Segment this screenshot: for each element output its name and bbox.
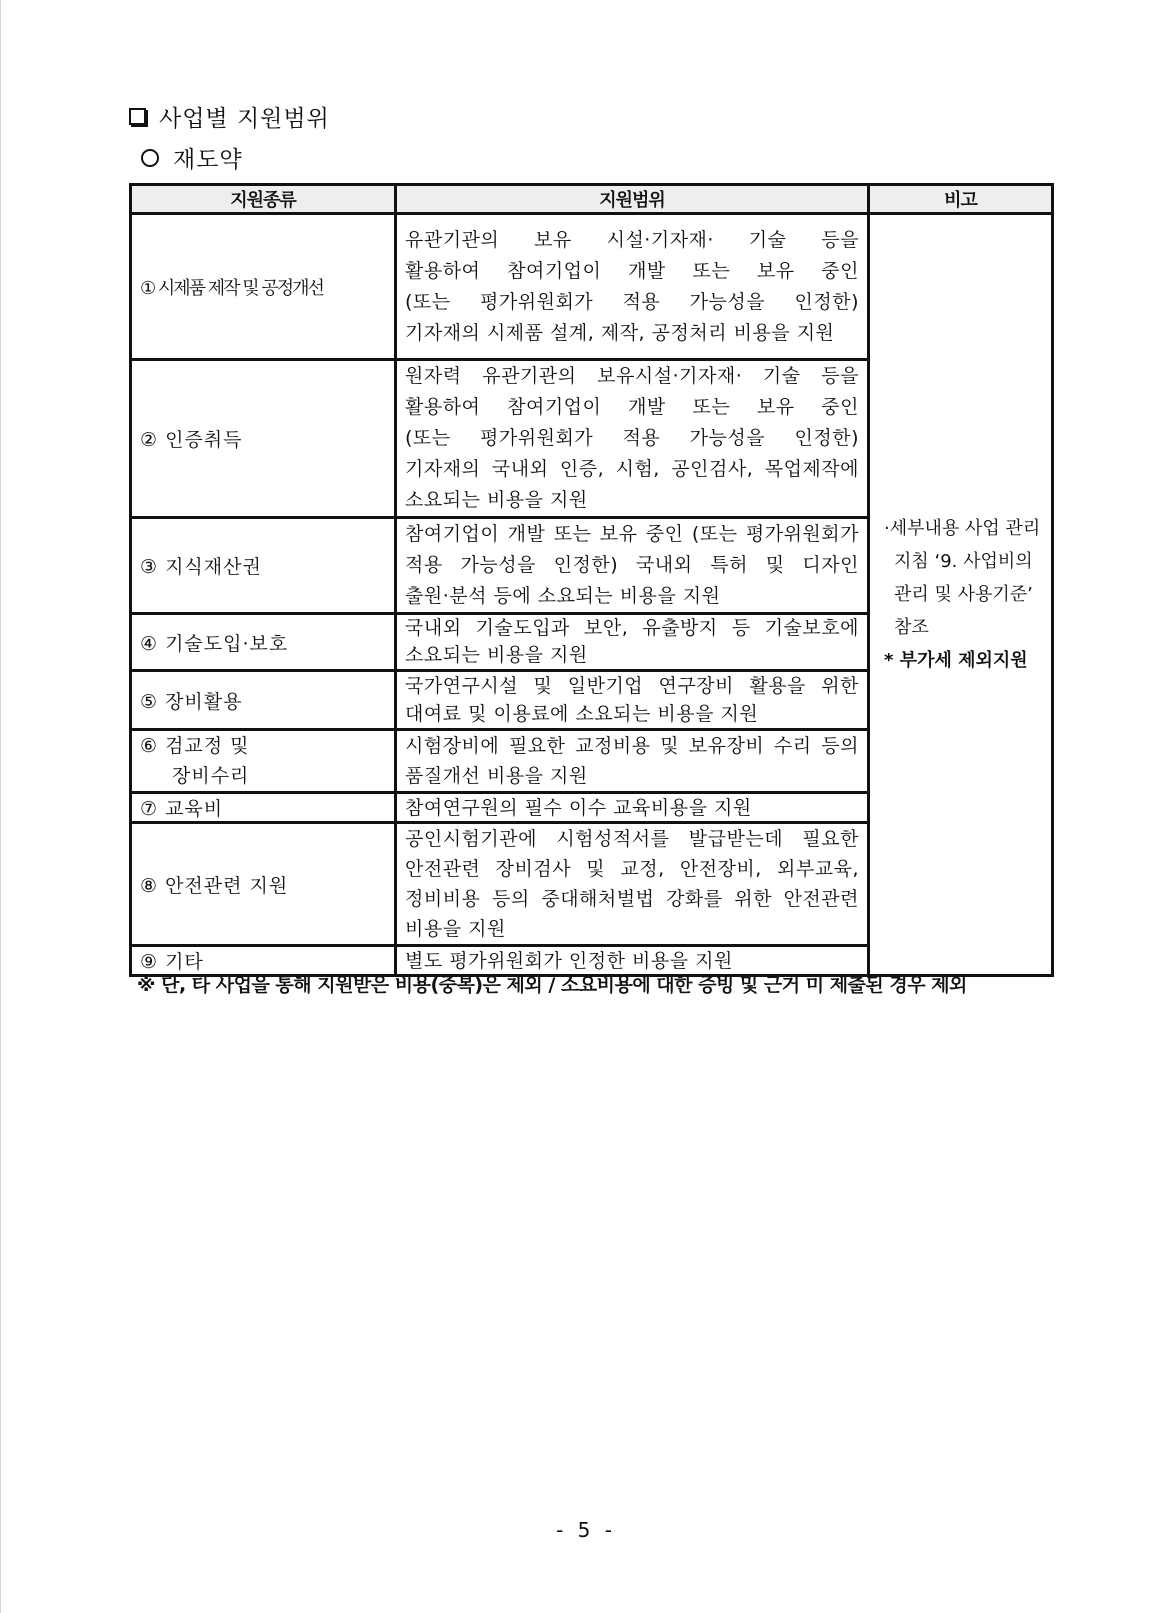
scope-line: 소요되는 비용을 지원 [405,644,588,666]
table-row [131,214,1053,360]
scope-line: 공인시험기관에 시험성적서를 발급받는데 필요한 [405,828,859,850]
subsection-heading [141,141,243,174]
scope-line: 출원·분석 등에 소요되는 비용을 지원 [405,585,721,607]
note-line: 관리 및 사용기준’ [894,584,1033,605]
section-title: 사업별 지원범위 [159,106,330,132]
kind-cell: ⑧ 안전관련 지원 [131,823,396,946]
scope-cell [396,671,869,730]
scope-line: 소요되는 비용을 지원 [405,489,588,511]
page-number: - 5 - [556,1518,616,1542]
kind-cell: ④ 기술도입·보호 [131,614,396,671]
scope-cell [396,793,869,823]
scope-line: 국내외 기술도입과 보안, 유출방지 등 기술보호에 [405,617,859,639]
scope-line: 정비비용 등의 중대해처벌법 강화를 위한 안전관련 [405,888,859,910]
scope-line: (또는 평가위원회가 적용 가능성을 인정한) [405,290,859,313]
footnote: ※ 단, 타 사업을 통해 지원받은 비용(중복)은 제외 / 소요비용에 대한 증빙 및 근거 미 제출된 경우 제외 [137,974,967,996]
scope-cell [396,823,869,946]
note-line: 지침 ‘9. 사업비의 [894,551,1033,572]
support-scope-table [129,183,1054,977]
note-line: ·세부내용 사업 관리 [884,518,1041,539]
square-bullet-icon [129,108,146,125]
header-note: 비고 [869,185,1053,214]
circle-bullet-icon [141,149,159,167]
scope-line: 비용을 지원 [405,918,506,940]
scope-line: 시험장비에 필요한 교정비용 및 보유장비 수리 등의 [405,735,859,757]
scope-line: 활용하여 참여기업이 개발 또는 보유 중인 [405,396,859,418]
scope-line: 기자재의 시제품 설계, 제작, 공정처리 비용을 지원 [405,321,835,344]
scope-line: 별도 평가위원회가 인정한 비용을 지원 [405,949,733,972]
kind-line: ⑥ 검교정 및 [140,735,250,757]
header-scope: 지원범위 [396,185,869,214]
scope-cell [396,214,869,360]
kind-cell [131,730,396,793]
header-kind: 지원종류 [131,185,396,214]
scope-line: 참여연구원의 필수 이수 교육비용을 지원 [405,796,752,819]
scope-line: 국가연구시설 및 일반기업 연구장비 활용을 위한 [405,675,859,697]
note-cell [869,214,1053,976]
scope-line: 활용하여 참여기업이 개발 또는 보유 중인 [405,259,859,282]
kind-cell: ⑨ 기타 [131,946,396,976]
scope-line: 기자재의 국내외 인증, 시험, 공인검사, 목업제작에 [405,458,859,480]
scope-cell [396,730,869,793]
kind-cell: ⑦ 교육비 [131,793,396,823]
kind-cell: ⑤ 장비활용 [131,671,396,730]
scope-line: 적용 가능성을 인정한) 국내외 특허 및 디자인 [405,554,859,576]
scope-line: 참여기업이 개발 또는 보유 중인 (또는 평가위원회가 [405,523,859,545]
subsection-title: 재도약 [173,147,243,173]
scope-line: 품질개선 비용을 지원 [405,765,588,787]
scope-cell [396,614,869,671]
table-header-row [131,185,1053,214]
scope-line: 원자력 유관기관의 보유시설·기자재· 기술 등을 [405,365,859,387]
section-heading [129,100,330,133]
scope-cell [396,518,869,614]
kind-cell: ① 시제품 제작 및 공정개선 [131,214,396,360]
scope-line: (또는 평가위원회가 적용 가능성을 인정한) [405,427,859,449]
note-line: 참조 [894,617,929,638]
kind-line: 장비수리 [172,765,250,787]
scope-cell [396,360,869,518]
vat-excluded-note: * 부가세 제외지원 [884,650,1028,671]
kind-cell: ③ 지식재산권 [131,518,396,614]
scope-line: 유관기관의 보유 시설·기자재· 기술 등을 [405,228,859,251]
scope-line: 대여료 및 이용료에 소요되는 비용을 지원 [405,703,759,725]
scope-line: 안전관련 장비검사 및 교정, 안전장비, 외부교육, [405,858,859,880]
kind-cell: ② 인증취득 [131,360,396,518]
